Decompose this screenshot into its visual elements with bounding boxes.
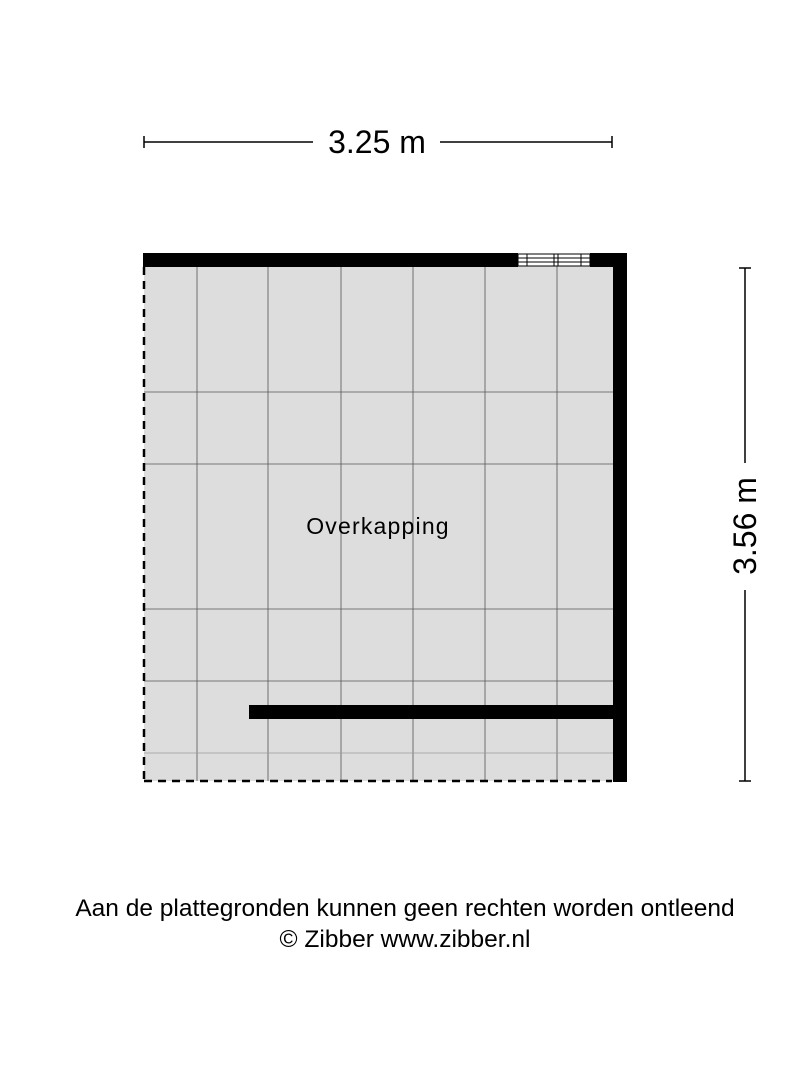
width-dimension <box>144 124 612 160</box>
height-dimension <box>727 268 763 781</box>
room-overkapping <box>143 253 627 782</box>
wall-right <box>613 253 627 782</box>
footer <box>0 893 810 955</box>
width-dimension-label: 3.25 m <box>328 124 426 160</box>
height-dimension-label: 3.56 m <box>727 477 763 575</box>
wall-interior <box>249 705 614 719</box>
window-icon <box>518 254 590 266</box>
room-label: Overkapping <box>306 513 450 539</box>
copyright-text: © Zibber www.zibber.nl <box>279 926 531 953</box>
wall-top <box>143 253 518 267</box>
disclaimer-text: Aan de plattegronden kunnen geen rechten worden ontleend <box>75 895 735 922</box>
